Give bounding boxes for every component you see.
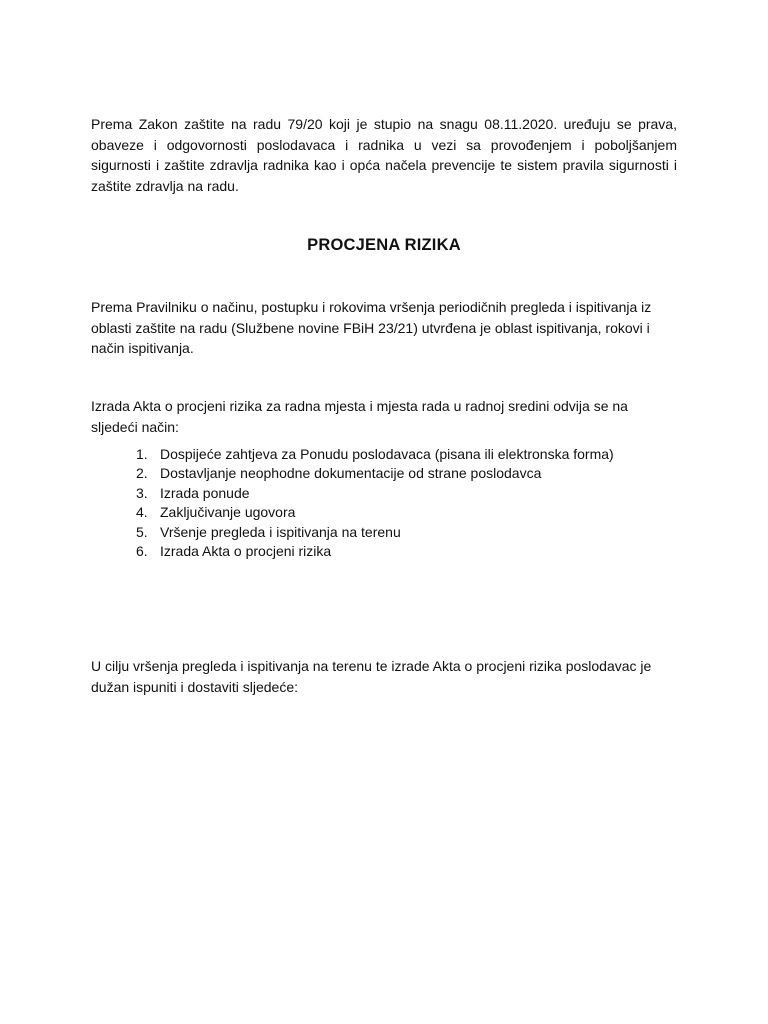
intro-line: zaštite zdravlja na radu.	[91, 177, 239, 194]
intro-paragraph	[91, 114, 677, 196]
intro-line: sigurnosti i zaštite zdravlja radnika kao i opća načela prevencije te sistem pravila sigurnosti i	[91, 157, 677, 173]
list-item	[136, 523, 614, 542]
list-text: Izrada Akta o procjeni rizika	[160, 542, 332, 559]
regulation-line: oblasti zaštite na radu (Službene novine FBiH 23/21) utvrđena je oblast ispitivanja, rokovi i	[91, 319, 650, 336]
intro-line: Prema Zakon zaštite na radu 79/20 koji je stupio na snagu 08.11.2020. uređuju se prava,	[91, 116, 677, 132]
process-line: sljedeći način:	[91, 418, 179, 435]
list-number: 1.	[136, 446, 148, 462]
list-item	[136, 542, 614, 561]
list-item	[136, 445, 614, 464]
requirements-paragraph	[91, 656, 677, 697]
requirements-line: U cilju vršenja pregleda i ispitivanja na terenu te izrade Akta o procjeni rizika poslodavac je	[91, 658, 652, 674]
intro-line: obaveze i odgovornosti poslodavaca i radnika u vezi sa provođenjem i poboljšanjem	[91, 136, 677, 153]
list-text: Vršenje pregleda i ispitivanja na terenu	[160, 523, 401, 540]
list-text: Zaključivanje ugovora	[160, 504, 296, 521]
list-item	[136, 464, 614, 483]
regulation-line: način ispitivanja.	[91, 340, 194, 356]
list-number: 4.	[136, 504, 148, 521]
requirements-line: dužan ispuniti i dostaviti sljedeće:	[91, 678, 299, 695]
list-item	[136, 503, 614, 522]
list-number: 3.	[136, 484, 148, 501]
list-number: 5.	[136, 523, 148, 540]
process-steps-list	[136, 445, 614, 561]
list-text: Izrada ponude	[160, 484, 250, 501]
process-line: Izrada Akta o procjeni rizika za radna mjesta i mjesta rada u radnoj sredini odvija se na	[91, 398, 628, 414]
list-number: 6.	[136, 542, 148, 559]
list-text: Dostavljanje neophodne dokumentacije od strane poslodavca	[160, 465, 542, 482]
list-text: Dospijeće zahtjeva za Ponudu poslodavaca (pisana ili elektronska forma)	[160, 446, 614, 462]
regulation-line: Prema Pravilniku o načinu, postupku i rokovima vršenja periodičnih pregleda i ispitivanja iz	[91, 299, 652, 315]
regulation-paragraph	[91, 297, 677, 359]
list-item	[136, 484, 614, 503]
process-paragraph	[91, 396, 677, 437]
list-number: 2.	[136, 465, 148, 482]
section-heading: PROCJENA RIZIKA	[307, 236, 461, 254]
